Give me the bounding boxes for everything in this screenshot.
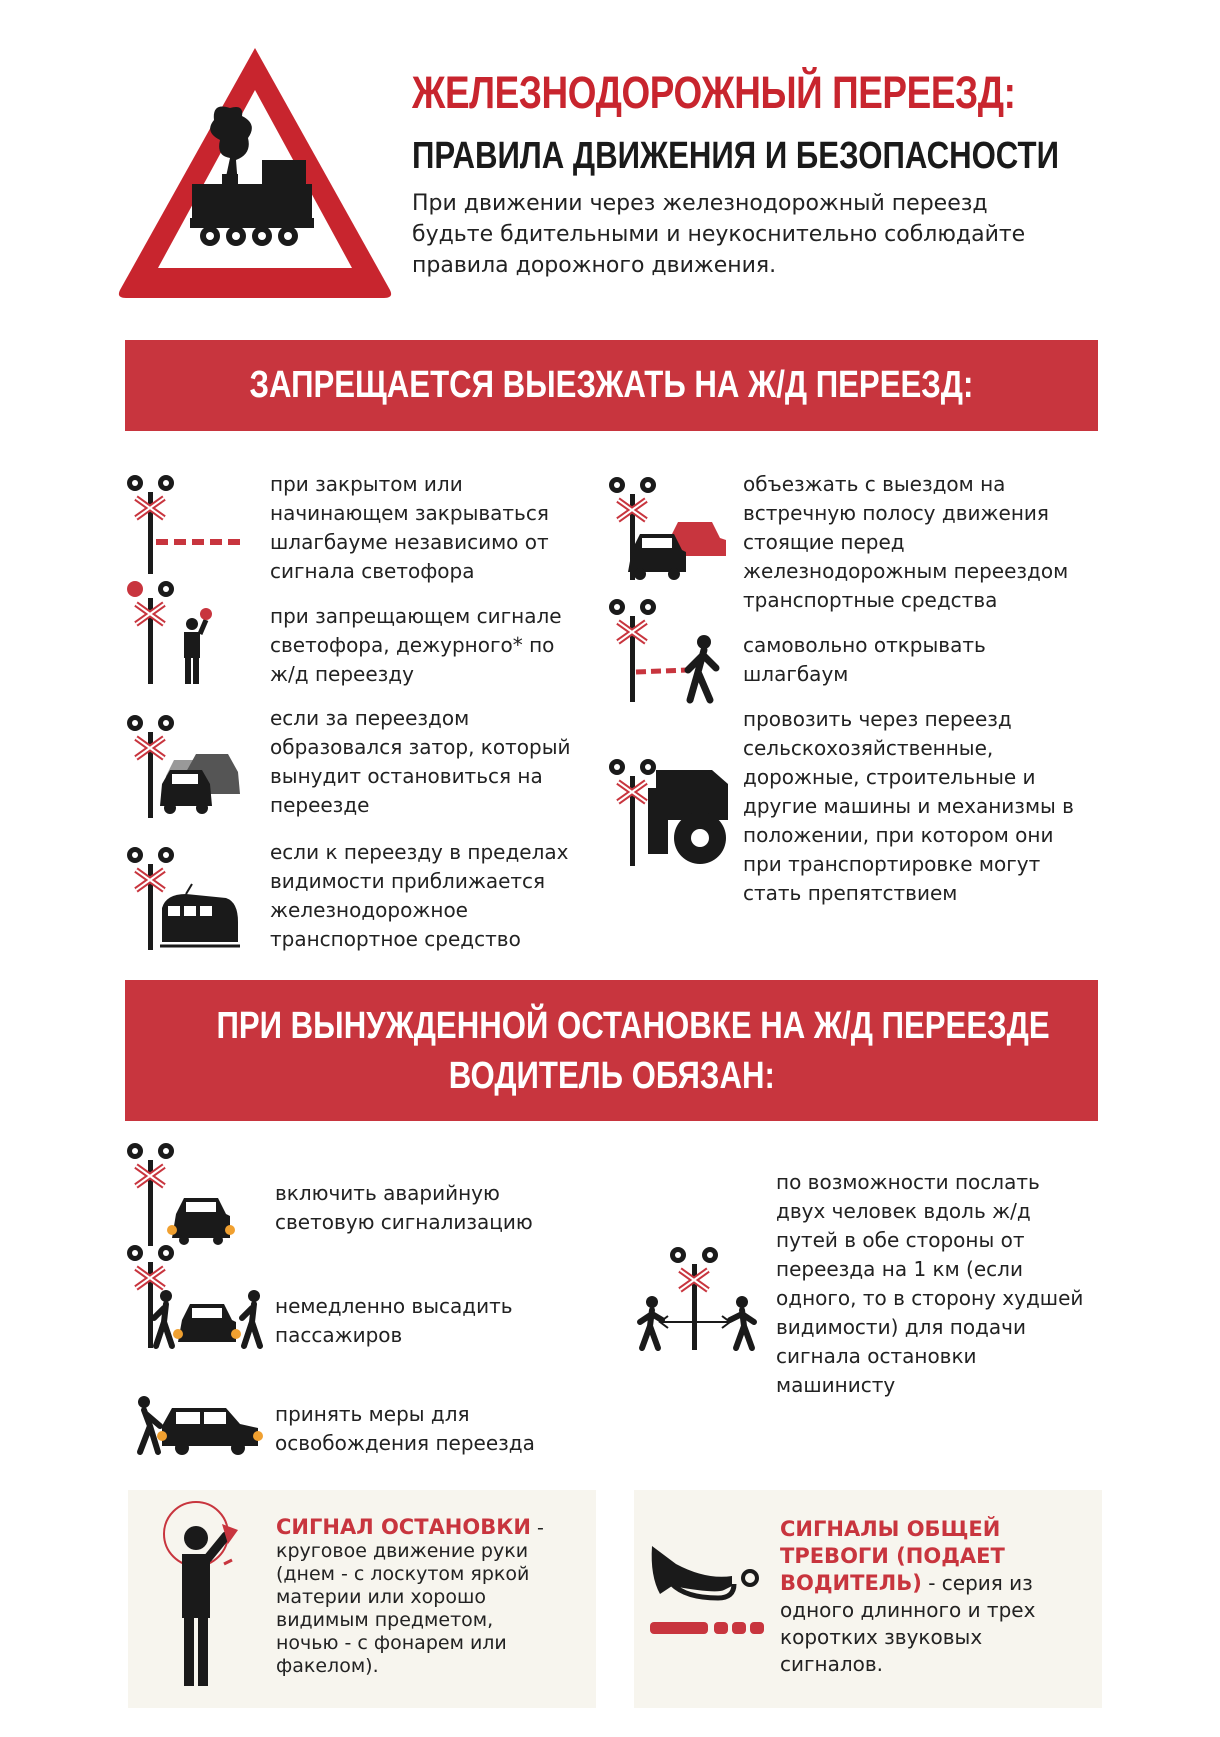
crossing-machinery-icon [608,758,732,868]
duty-line: путей в обе стороны от [776,1228,1025,1252]
duty-line: принять меры для [275,1402,470,1426]
intro-line: При движении через железнодорожный переезд [412,191,988,216]
rule-line: шлагбаум [743,662,849,686]
page-title: ЖЕЛЕЗНОДОРОЖНЫЙ ПЕРЕЕЗД: [412,67,1016,118]
duty-line: машинисту [776,1373,896,1397]
intro-line: будьте бдительными и неукоснительно соблюдайте [412,222,1026,247]
prohibited-banner: ЗАПРЕЩАЕТСЯ ВЫЕЗЖАТЬ НА Ж/Д ПЕРЕЕЗД: [125,340,1098,431]
rule-line: видимости приближается [270,869,546,893]
rule-line: сигнала светофора [270,559,475,583]
intro-line: правила дорожного движения. [412,253,777,278]
duty-item [275,1400,595,1458]
rule-line: шлагбауме независимо от [270,530,549,554]
duty-line: сигнала остановки [776,1344,977,1368]
rule-line: самовольно открывать [743,633,986,657]
rule-item [270,704,600,820]
box-line: одного длинного и трех [780,1598,1036,1622]
rule-line: железнодорожным переездом [743,559,1069,583]
rule-line: другие машины и механизмы в [743,794,1074,818]
alarm-signal-text [780,1516,1100,1678]
train-warning-sign-icon [112,40,398,304]
rule-line: транспортное средство [270,927,521,951]
rule-line: образовался затор, который [270,735,571,759]
rule-line: сельскохозяйственные, [743,736,994,760]
crossing-open-barrier-icon [608,598,732,704]
rule-line: стоящие перед [743,530,905,554]
rule-item [743,631,1113,689]
box-line: факелом). [276,1655,379,1677]
box-line: круговое движение руки [276,1540,529,1562]
box-line: (днем - с лоскутом яркой [276,1563,530,1585]
box-line: ночью - с фонарем или [276,1632,507,1654]
rule-item [270,838,610,954]
rule-line: встречную полосу движения [743,501,1049,525]
box-line: - серия из [921,1571,1033,1595]
banner-line: ПРИ ВЫНУЖДЕННОЙ ОСТАНОВКЕ НА Ж/Д ПЕРЕЕЗДЕ [216,1005,1050,1047]
crossing-officer-icon [126,580,216,686]
alarm-signal-title: ВОДИТЕЛЬ) [780,1571,922,1595]
rule-line: переезде [270,793,370,817]
passengers-exit-icon [126,1244,272,1350]
duty-line: включить аварийную [275,1181,500,1205]
rule-line: начинающем закрываться [270,501,549,525]
box-line: видимым предметом, [276,1609,494,1631]
rule-line: стать препятствием [743,881,958,905]
push-car-icon [126,1396,272,1456]
alarm-signal-title: СИГНАЛЫ ОБЩЕЙ [780,1517,1001,1541]
crossing-overtake-icon [608,476,732,580]
rule-line: провозить через переезд [743,707,1012,731]
stop-signal-text [276,1516,576,1678]
duty-line: пассажиров [275,1323,403,1347]
box-line: сигналов. [780,1652,883,1676]
duty-item [776,1168,1106,1400]
horn-icon [646,1540,770,1636]
duty-line: двух человек вдоль ж/д [776,1199,1031,1223]
duty-line: световую сигнализацию [275,1210,533,1234]
rule-line: положении, при котором они [743,823,1054,847]
rule-item [270,470,600,586]
rule-line: ж/д переезду [270,662,414,686]
rule-line: при запрещающем сигнале [270,604,562,628]
page-subtitle: ПРАВИЛА ДВИЖЕНИЯ И БЕЗОПАСНОСТИ [412,135,1059,177]
rule-line: железнодорожное [270,898,468,922]
two-people-signal-icon [634,1246,764,1350]
forced-stop-banner [125,980,1098,1121]
rule-line: если за переездом [270,706,470,730]
crossing-barrier-icon [126,474,246,574]
rule-line: если к переезду в пределах [270,840,569,864]
rule-line: при транспортировке могут [743,852,1041,876]
duty-item [275,1179,575,1237]
rule-line: при закрытом или [270,472,463,496]
rule-line: дорожные, строительные и [743,765,1036,789]
hazard-lights-car-icon [126,1142,246,1246]
crossing-train-icon [126,846,246,952]
duty-line: видимости) для подачи [776,1315,1026,1339]
duty-line: освобождения переезда [275,1431,535,1455]
stop-signal-title: СИГНАЛ ОСТАНОВКИ [276,1515,531,1539]
rule-line: транспортные средства [743,588,998,612]
duty-item [275,1292,575,1350]
duty-line: одного, то в сторону худшей [776,1286,1084,1310]
crossing-traffic-jam-icon [126,714,246,818]
box-line: - [530,1517,544,1539]
rule-line: вынудит остановиться на [270,764,543,788]
box-line: коротких звуковых [780,1625,983,1649]
box-line: материи или хорошо [276,1586,486,1608]
alarm-signal-title: ТРЕВОГИ (ПОДАЕТ [780,1544,1005,1568]
rule-item [270,602,600,689]
rule-item [743,705,1123,908]
duty-line: переезда на 1 км (если [776,1257,1023,1281]
rule-line: объезжать с выездом на [743,472,1006,496]
banner-line: ВОДИТЕЛЬ ОБЯЗАН: [448,1055,775,1097]
rule-line: светофора, дежурного* по [270,633,555,657]
stop-signal-person-icon [162,1516,246,1688]
intro-text [412,188,1112,281]
duty-line: по возможности послать [776,1170,1040,1194]
rule-item [743,470,1113,615]
duty-line: немедленно высадить [275,1294,513,1318]
